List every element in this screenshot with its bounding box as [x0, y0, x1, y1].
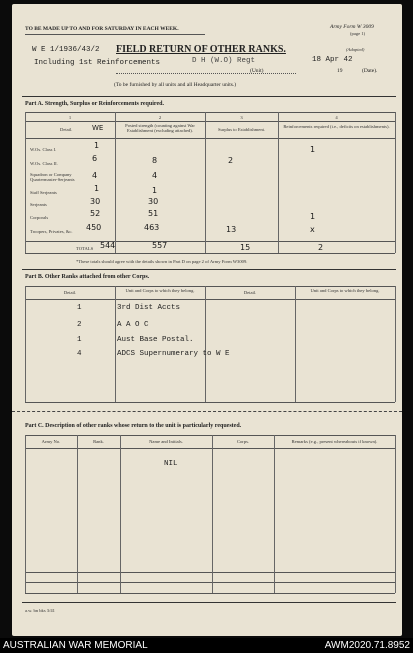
row-detail: W.Os. Class II.	[30, 161, 58, 166]
row-detail: Serjeants	[30, 202, 47, 207]
unit-line	[116, 73, 296, 74]
row-detail: W.Os. Class I.	[30, 147, 57, 152]
row-we: 450	[86, 223, 102, 232]
row-posted: 30	[148, 197, 159, 206]
top-note-underline	[25, 34, 205, 35]
col-header-detail: Detail.	[63, 290, 77, 295]
row-we: 6	[92, 154, 98, 163]
row-reinf: x	[310, 225, 315, 234]
bottom-rule	[22, 602, 396, 603]
row-posted: 463	[144, 223, 160, 232]
row-we: 52	[90, 209, 101, 218]
totals-surplus: 15	[240, 243, 251, 252]
totals-we: 544	[100, 241, 116, 250]
marginal-we: WE	[92, 124, 104, 132]
col-header-name: Name and Initials.	[149, 439, 183, 444]
army-form-label: Army Form W 3009	[330, 24, 374, 30]
part-a-rule-top	[22, 96, 396, 97]
row-detail: Squadron or Company Quartermaster-Serjeants	[30, 172, 75, 182]
footer-institution: AUSTRALIAN WAR MEMORIAL	[3, 640, 148, 651]
col-header-unit-2: Unit and Corps to which they belong.	[310, 288, 380, 293]
col-header-reinforcements: Reinforcements required (i.e., deficits on establishments).	[283, 124, 390, 129]
col-number-3: 3	[240, 115, 243, 120]
row-posted: 51	[148, 209, 159, 218]
part-c-nil: NIL	[164, 460, 178, 468]
fold-line	[12, 411, 402, 412]
row-detail: 4	[77, 350, 82, 358]
typed-ref: W E 1/1936/43/2	[32, 46, 100, 54]
row-detail: 2	[77, 321, 82, 329]
col-header-detail-2: Detail.	[243, 290, 257, 295]
page-label: (page 1)	[350, 31, 366, 36]
date-label: (Date).	[362, 68, 378, 74]
col-number-4: 4	[335, 115, 338, 120]
col-header-army-no: Army No.	[41, 439, 61, 444]
row-surplus: 2	[228, 156, 234, 165]
col-header-posted: Posted strength (counting against War Establishment (excluding attached).	[125, 123, 195, 133]
row-unit: Aust Base Postal.	[117, 336, 194, 344]
row-we: 30	[90, 197, 101, 206]
unit-label: (Unit)	[250, 68, 264, 74]
part-b-rule-top	[22, 269, 396, 270]
col-header-rank: Rank.	[93, 439, 104, 444]
row-posted: 1	[152, 186, 158, 195]
archive-footer	[0, 638, 413, 653]
row-detail: 1	[77, 336, 82, 344]
totals-posted: 557	[152, 241, 168, 250]
totals-reinf: 2	[318, 243, 324, 252]
row-unit: A A O C	[117, 321, 149, 329]
form-sheet	[12, 4, 402, 636]
part-a-footnote: *These totals should agree with the details shown in Part D on page 2 of Army Form W3009.	[76, 259, 248, 264]
adapted-label: (Adapted)	[346, 47, 365, 52]
footer-accession: AWM2020.71.8952	[324, 640, 410, 651]
row-we: 1	[94, 141, 100, 150]
col-number-2: 2	[158, 115, 162, 120]
part-c-heading: Part C. Description of other ranks whose return to the unit is particularly requested.	[25, 423, 242, 429]
col-header-remarks: Remarks (e.g., present whereabouts if known).	[291, 439, 378, 444]
row-posted: 4	[152, 171, 158, 180]
row-reinf: 1	[310, 145, 316, 154]
col-header-corps: Corps.	[236, 439, 250, 444]
row-detail: Staff Serjeants	[30, 190, 57, 195]
row-posted: 8	[152, 156, 158, 165]
row-detail: 1	[77, 304, 82, 312]
top-note: TO BE MADE UP TO AND FOR SATURDAY IN EACH WEEK.	[25, 26, 179, 32]
print-code: a.w. bn bks 3/41	[25, 608, 55, 613]
form-title: FIELD RETURN OF OTHER RANKS.	[116, 44, 286, 55]
row-detail: Corporals	[30, 215, 49, 220]
row-we: 4	[92, 171, 98, 180]
col-header-surplus: Surplus to Establishment.	[217, 127, 266, 132]
typed-reinforcements: Including 1st Reinforcements	[34, 59, 161, 67]
col-number-1: 1	[68, 115, 72, 120]
row-surplus: 13	[226, 225, 237, 234]
part-b-heading: Part B. Other Ranks attached from other Corps.	[25, 274, 150, 280]
row-unit: 3rd Dist Accts	[117, 304, 181, 312]
typed-unit: D H (W.O) Regt	[192, 57, 256, 65]
row-reinf: 1	[310, 212, 316, 221]
col-header-detail: Detail.	[60, 127, 73, 132]
furnished-note: (To be furnished by all units and all Headquarter units.)	[114, 82, 237, 88]
col-header-unit: Unit and Corps to which they belong.	[125, 288, 195, 293]
row-detail: Troopers, Privates, &c.	[30, 229, 73, 234]
year-label: 19	[337, 68, 343, 74]
totals-label: TOTALS	[76, 246, 94, 251]
row-we: 1	[94, 184, 100, 193]
part-a-heading: Part A. Strength, Surplus or Reinforcements required.	[25, 101, 164, 107]
row-unit: ADCS Supernumerary to W E	[117, 350, 230, 358]
typed-date: 18 Apr 42	[312, 56, 353, 64]
